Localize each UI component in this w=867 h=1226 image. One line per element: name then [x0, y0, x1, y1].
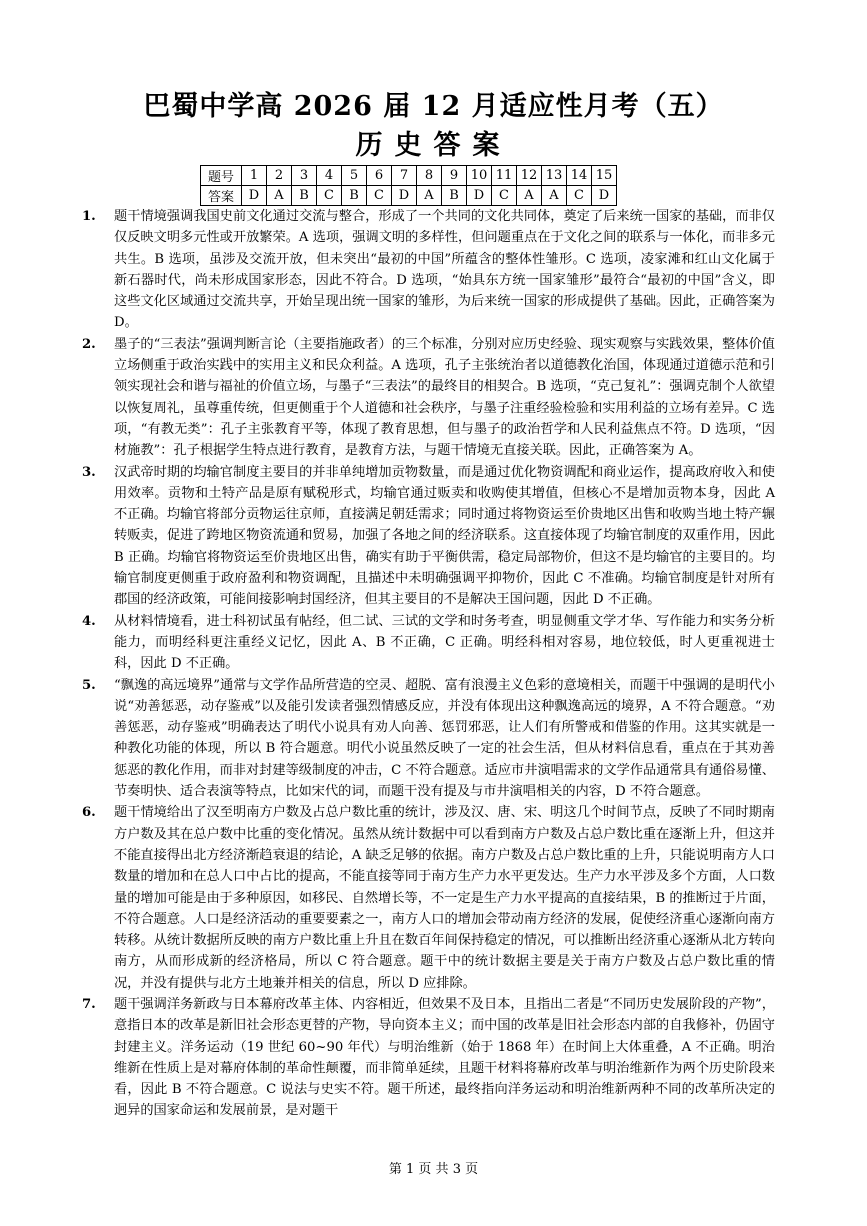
question-number-header: 题号 [201, 166, 242, 186]
item-text: 墨子的“三表法”强调判断言论（主要指施政者）的三个标准，分别对应历史经验、现实观察与实践效果，整体价值立场侧重于政治实践中的实用主义和民众利益。A 选项，孔子主张统治者以道德教化治国，体现通过道德示范和引领实现社会和谐与福祉的价值立场，与墨子“三表法”的最终目的相契合。B 选项，“克己复礼”：强调克制个人欲望以恢复周礼，虽尊重传统，但更侧重于个人道德和社会秩序，与墨子注重经验检验和实用利益的立场有差异。C 选项，“有教无类”：孔子主张教育平等，体现了教育思想，但与墨子的政治哲学和人民利益焦点不符。D 选项，“因材施教”：孔子根据学生特点进行教育，是教育方法，与题干情境无直接关联。因此，正确答案为 A。 [114, 336, 775, 459]
question-number-cell: 7 [392, 166, 417, 186]
answer-cell: B [292, 186, 317, 206]
answer-explanation-item [82, 802, 775, 994]
item-number: 3. [82, 464, 96, 480]
answer-cell: C [367, 186, 392, 206]
answer-header: 答案 [201, 186, 242, 206]
answer-cell: D [467, 186, 492, 206]
question-number-cell: 1 [242, 166, 267, 186]
item-number: 2. [82, 336, 96, 352]
question-number-row [201, 166, 617, 186]
item-number: 1. [82, 209, 96, 224]
page-subtitle: 历史答案 [355, 130, 512, 161]
answer-cell: A [267, 186, 292, 206]
question-number-cell: 15 [592, 166, 617, 186]
answer-cell: A [542, 186, 567, 206]
question-number-cell: 6 [367, 166, 392, 186]
answer-row [201, 186, 617, 206]
answer-cell: A [417, 186, 442, 206]
answer-cell: B [342, 186, 367, 206]
answer-cell: B [442, 186, 467, 206]
question-number-cell: 12 [517, 166, 542, 186]
item-text: 题干情境给出了汉至明南方户数及占总户数比重的统计，涉及汉、唐、宋、明这几个时间节点，反映了不同时期南方户数及其在总户数中比重的变化情况。虽然从统计数据中可以看到南方户数及占总户数比重在逐渐上升，但这并不能直接得出北方经济渐趋衰退的结论，A 缺乏足够的依据。南方户数及占总户数比重的上升，只能说明南方人口数量的增加和在总人口中占比的提高，不能直接等同于南方生产力水平更发达。生产力水平涉及多个方面，人口数量的增加可能是由于多种原因，如移民、自然增长等，不一定是生产力水平提高的直接结果，B 的推断过于片面，不符合题意。人口是经济活动的重要要素之一，南方人口的增加会带动南方经济的发展，促使经济重心逐渐向南方转移。从统计数据所反映的南方户数比重上升且在数百年间保持稳定的情况，可以推断出经济重心逐渐从北方转向南方，从而形成新的经济格局，所以 C 符合题意。题干中的统计数据主要是关于南方户数及占总户数比重的情况，并没有提供与北方土地兼并相关的信息，所以 D 应排除。 [114, 805, 775, 991]
page-footer: 第 1 页 共 3 页 [388, 1162, 479, 1177]
answer-explanation-item [82, 334, 775, 462]
answer-cell: A [517, 186, 542, 206]
question-number-cell: 4 [317, 166, 342, 186]
answer-explanation-item [82, 675, 775, 803]
item-number: 4. [82, 613, 96, 629]
question-number-cell: 8 [417, 166, 442, 186]
answer-cell: C [492, 186, 517, 206]
question-number-cell: 10 [467, 166, 492, 186]
question-number-cell: 5 [342, 166, 367, 186]
question-number-cell: 2 [267, 166, 292, 186]
answer-cell: C [317, 186, 342, 206]
answer-explanation-item [82, 206, 775, 334]
item-text: 题干情境强调我国史前文化通过交流与整合，形成了一个共同的文化共同体，奠定了后来统一国家的基础，而非仅仅反映文明多元性或开放繁荣。A 选项，强调文明的多样性，但问题重点在于文化之间的联系与一体化，而非多元共生。B 选项，虽涉及交流开放，但未突出“最初的中国”所蕴含的整体性雏形。C 选项，凌家滩和红山文化属于新石器时代，尚未形成国家形态，因此不符合。D 选项，“始具东方统一国家雏形”最符合“最初的中国”含义，即这些文化区域通过交流共享，开始呈现出统一国家的雏形，为后来统一国家的形成提供了基础。因此，正确答案为 D。 [114, 209, 775, 331]
answer-explanation-item [82, 462, 775, 611]
item-text: 题干强调洋务新政与日本幕府改革主体、内容相近，但效果不及日本，且指出二者是“不同历史发展阶段的产物”，意指日本的改革是新旧社会形态更替的产物，导向资本主义；而中国的改革是旧社会形态内部的自我修补，仍固守封建主义。洋务运动（19 世纪 60~90 年代）与明治维新（始于 1868 年）在时间上大体重叠，A 不正确。明治维新在性质上是对幕府体制的革命性颠覆，而非简单延续，且题干材料将幕府改革与明治维新作为两个历史阶段来看，因此 B 不符合题意。C 说法与史实不符。题干所述，最终指向洋务运动和明治维新两种不同的改革所决定的迥异的国家命运和发展前景，是对题干 [114, 996, 775, 1119]
answer-cell: C [567, 186, 592, 206]
item-number: 7. [82, 996, 96, 1012]
question-number-cell: 3 [292, 166, 317, 186]
answer-cell: D [392, 186, 417, 206]
item-text: 从材料情境看，进士科初试虽有帖经，但二试、三试的文学和时务考查，明显侧重文学才华、写作能力和实务分析能力，而明经科更注重经义记忆，因此 A、B 不正确，C 正确。明经科相对容易，地位较低，时人更重视进士科，因此 D 不正确。 [114, 613, 775, 672]
item-text: “飘逸的高远境界”通常与文学作品所营造的空灵、超脱、富有浪漫主义色彩的意境相关，而题干中强调的是明代小说“劝善惩恶，动存鉴戒”以及能引发读者强烈情感反应，并没有体现出这种飘逸高远的境界，A 不符合题意。“劝善惩恶，动存鉴戒”明确表达了明代小说具有劝人向善、惩罚邪恶，让人们有所警戒和借鉴的作用。这其实就是一种教化功能的体现，所以 B 符合题意。明代小说虽然反映了一定的社会生活，但从材料信息看，重点在于其劝善惩恶的教化作用，而非对封建等级制度的冲击，C 不符合题意。适应市井演唱需求的文学作品通常具有通俗易懂、节奏明快、适合表演等特点，比如宋代的词，而题干没有提及与市井演唱相关的内容，D 不符合题意。 [114, 677, 775, 800]
question-number-cell: 14 [567, 166, 592, 186]
answer-cell: D [242, 186, 267, 206]
question-number-cell: 9 [442, 166, 467, 186]
item-number: 6. [82, 805, 96, 821]
answer-explanations [82, 206, 775, 1122]
item-number: 5. [82, 677, 96, 693]
answer-explanation-item [82, 994, 775, 1122]
answer-cell: D [592, 186, 617, 206]
answer-explanation-item [82, 611, 775, 675]
item-text: 汉武帝时期的均输官制度主要目的并非单纯增加贡物数量，而是通过优化物资调配和商业运作，提高政府收入和使用效率。贡物和土特产品是原有赋税形式，均输官通过贩卖和收购使其增值，但核心不是增加贡物本身，因此 A 不正确。均输官将部分贡物运往京师，直接满足朝廷需求；同时通过将物资运至价贵地区出售和收购当地土特产辗转贩卖，促进了跨地区物资流通和贸易，加强了各地之间的经济联系。这直接体现了均输官制度的双重作用，因此 B 正确。均输官将物资运至价贵地区出售，确实有助于平衡供需，稳定局部物价，但这不是均输官的主要目的。均输官制度更侧重于政府盈利和物资调配，且描述中未明确强调平抑物价，因此 C 不准确。均输官制度是针对所有郡国的经济政策，可能间接影响封国经济，但其主要目的不是解决王国问题，因此 D 不正确。 [114, 464, 775, 608]
question-number-cell: 13 [542, 166, 567, 186]
page-title: 巴蜀中学高 2026 届 12 月适应性月考（五） [143, 91, 724, 122]
answer-key-table [200, 165, 617, 206]
question-number-cell: 11 [492, 166, 517, 186]
